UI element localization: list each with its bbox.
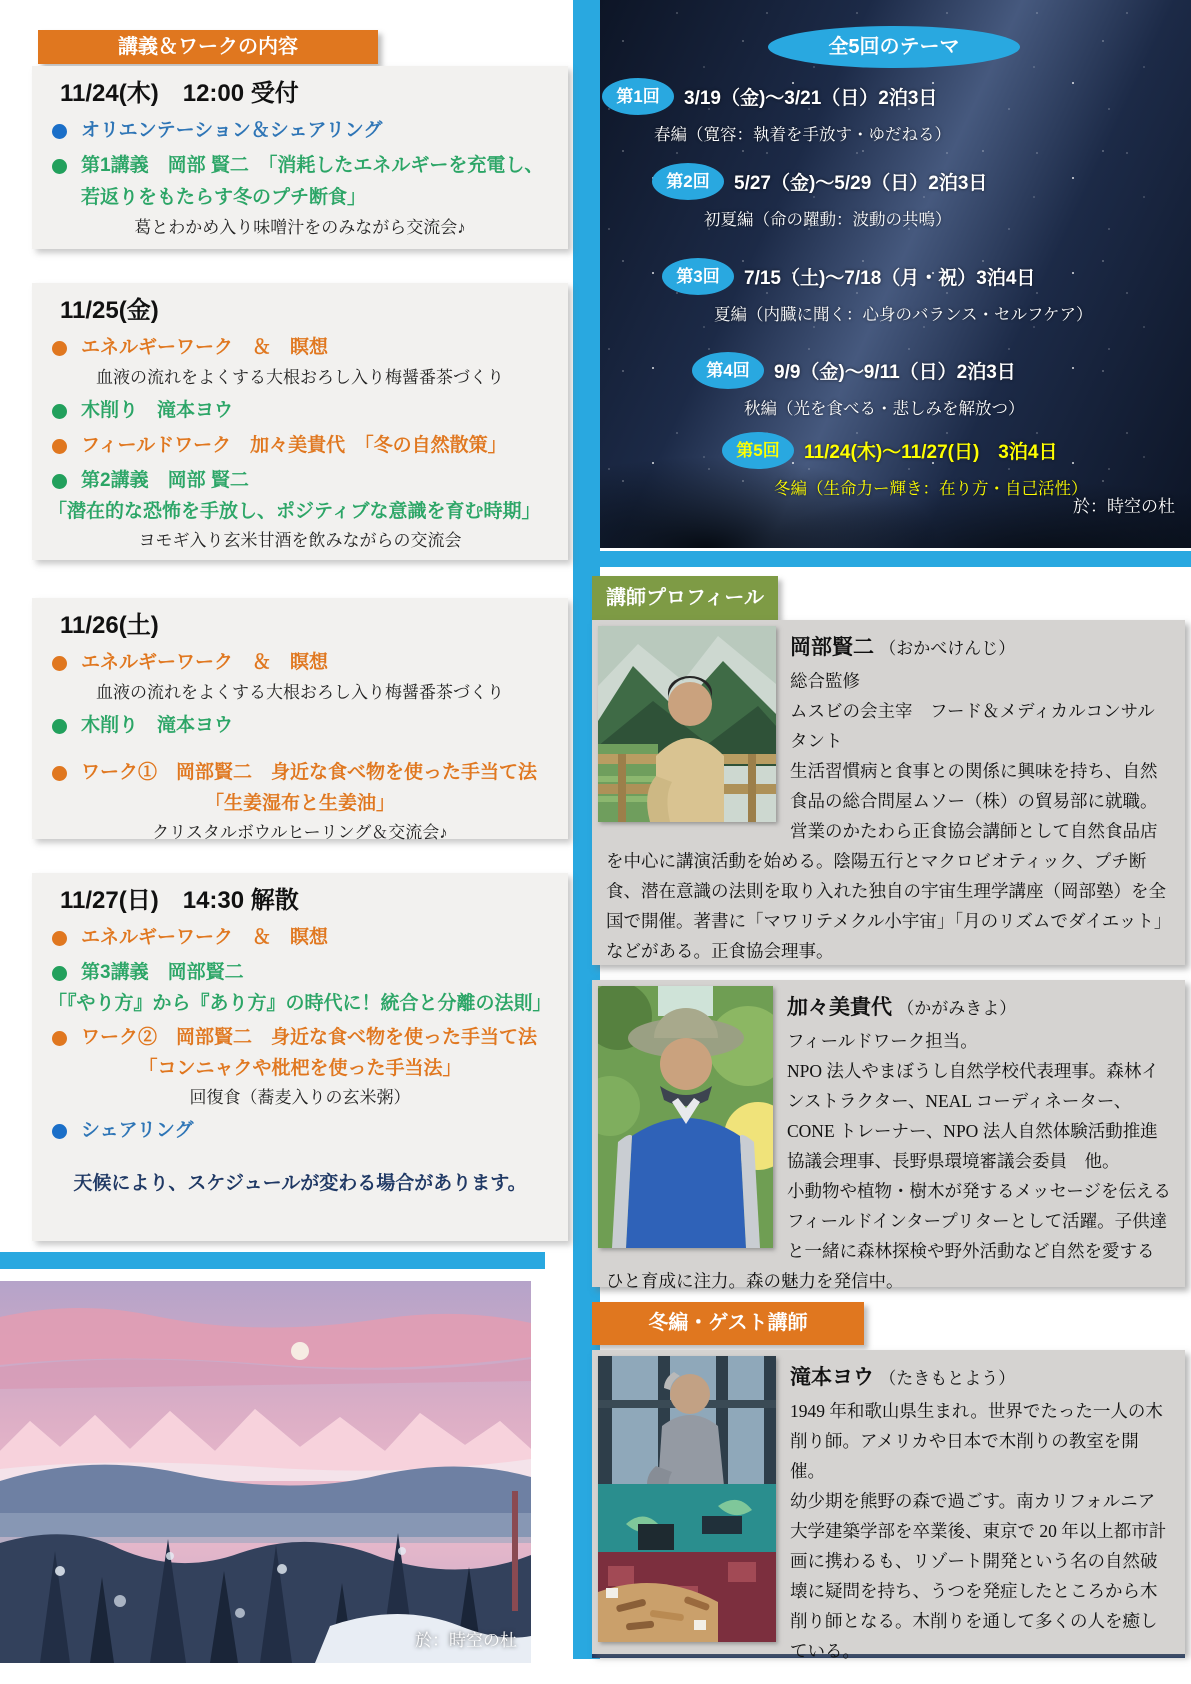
schedule-item [48, 922, 552, 954]
venue-label: 於：時空の杜 [415, 1631, 517, 1650]
session-date: 5/27（金)～5/29（日）2泊3日 [734, 173, 988, 194]
schedule-item [48, 1115, 552, 1147]
session-date: 3/19（金)～3/21（日）2泊3日 [684, 88, 938, 109]
session-date: 7/15（土)～7/18（月・祝）3泊4日 [744, 268, 1036, 289]
schedule-item [48, 332, 552, 364]
schedule-item [48, 757, 552, 789]
profile-bio-line: 1949 年和歌山県生まれ。世界でたった一人の木削り師。アメリカや日本で木削りの教室を開催。 [790, 1401, 1163, 1481]
profile-bio-line: ムスビの会主宰 フード＆メディカルコンサルタント [790, 701, 1155, 751]
profile-kagami [592, 980, 1185, 1291]
day-heading: 11/26(土) [60, 612, 159, 639]
schedule-item-label: ワーク② 岡部賢二 身近な食べ物を使った手当て法 [81, 1027, 538, 1048]
bullet-icon [52, 931, 67, 946]
schedule-item [48, 1022, 552, 1054]
session-badge: 第5回 [722, 432, 794, 469]
schedule-item [48, 115, 552, 147]
session-theme: 夏編（内臓に聞く：心身のバランス・セルフケア） [714, 306, 1093, 324]
bullet-icon [52, 439, 67, 454]
profile-bio-line: NPO 法人やまぼうし自然学校代表理事。森林インストラクター、NEAL コーディネーター、CONE トレーナー、NPO 法人自然体験活動推進協議会理事、長野県環境審議会委員 他。 [787, 1061, 1159, 1171]
schedule-item-label: 第1講義 岡部 賢二 「消耗したエネルギーを充電し、若返りをもたらす冬のプチ断食」 [81, 155, 544, 208]
day-section-1126 [32, 598, 568, 842]
schedule-item [48, 465, 552, 497]
bullet-icon [52, 719, 67, 734]
schedule-item [48, 647, 552, 679]
session-theme: 冬編（生命力ー輝き：在り方・自己活性） [774, 480, 1088, 498]
session-badge: 第4回 [692, 352, 764, 389]
schedule-item [48, 395, 552, 427]
profile-kana: （たきもとよう） [879, 1369, 1016, 1388]
day-note: 血液の流れをよくする大根おろし入り梅醤番茶づくり [96, 368, 504, 387]
bullet-icon [52, 341, 67, 356]
schedule-item-label: エネルギーワーク ＆ 瞑想 [81, 652, 329, 673]
session-row-5 [722, 432, 1088, 499]
schedule-item [48, 150, 552, 214]
profile-okabe [592, 620, 1185, 965]
bullet-icon [52, 159, 67, 174]
day-section-1124 [32, 66, 568, 249]
day-heading: 11/24(木) 12:00 受付 [60, 80, 299, 107]
guest-instructor-header: 冬編・ゲスト講師 [592, 1302, 864, 1345]
session-row-1 [602, 78, 951, 145]
session-theme: 秋編（光を食べる・悲しみを解放つ） [744, 400, 1025, 418]
cyan-strip-under-sky [600, 551, 1191, 567]
schedule-item [48, 957, 552, 989]
session-theme: 初夏編（命の躍動：波動の共鳴） [704, 211, 952, 229]
profile-bio-line: 幼少期を熊野の森で過ごす。南カリフォルニア大学建築学部を卒業後、東京で 20 年以上都市計画に携わるも、リゾート開発という名の自然破壊に疑問を持ち、うつを発症したところから木削り師となる。木削りを通して多くの人を癒している。 [790, 1491, 1167, 1661]
bullet-icon [52, 966, 67, 981]
schedule-item-label: オリエンテーション＆シェアリング [81, 120, 383, 141]
session-row-3 [662, 258, 1093, 325]
work-subtitle: 「コンニャクや枇杷を使った手当法」 [138, 1058, 462, 1079]
day-note: クリスタルボウルヒーリング＆交流会♪ [152, 823, 448, 842]
bullet-icon [52, 766, 67, 781]
profile-kana: （おかべけんじ） [879, 639, 1016, 658]
profile-name: 岡部賢二 [790, 635, 874, 659]
session-badge: 第2回 [652, 163, 724, 200]
winter-landscape-photo [0, 1281, 531, 1663]
takimoto-photo [598, 1356, 776, 1642]
venue-label: 於：時空の杜 [1073, 497, 1175, 516]
day-section-1127 [32, 873, 568, 1241]
session-date: 11/24(木)～11/27(日) 3泊4日 [804, 442, 1058, 463]
day-section-1125 [32, 283, 568, 560]
bullet-icon [52, 474, 67, 489]
profile-takimoto [592, 1350, 1185, 1661]
schedule-item-label: フィールドワーク 加々美貴代 「冬の自然散策」 [81, 435, 507, 456]
session-date: 9/9（金)～9/11（日）2泊3日 [774, 362, 1016, 383]
session-theme: 春編（寛容：執着を手放す・ゆだねる） [654, 126, 951, 144]
okabe-photo [598, 626, 776, 822]
lecture-header: 講義＆ワークの内容 [38, 30, 378, 64]
weather-note: 天候により、スケジュールが変わる場合があります。 [73, 1173, 527, 1194]
work-subtitle: 「生姜湿布と生姜油」 [204, 793, 395, 814]
profile-kana: （かがみきよ） [897, 999, 1017, 1018]
profiles-header: 講師プロフィール [592, 576, 778, 620]
day-note: ヨモギ入り玄米甘酒を飲みながらの交流会 [138, 531, 462, 550]
bullet-icon [52, 1124, 67, 1139]
day-note: 血液の流れをよくする大根おろし入り梅醤番茶づくり [96, 683, 504, 702]
lecture-subtitle: 「『やり方』から『あり方』の時代に！統合と分離の法則」 [48, 993, 552, 1014]
schedule-item-label: 第3講義 岡部賢二 [81, 962, 244, 983]
session-badge: 第1回 [602, 78, 674, 115]
spacer [48, 742, 552, 754]
profile-bio-line: 総合監修 [790, 671, 860, 691]
themes-panel [600, 0, 1191, 548]
day-note: 葛とわかめ入り味噌汁をのみながら交流会♪ [134, 218, 466, 237]
session-row-2 [652, 163, 987, 230]
winter-landscape-art [0, 1281, 531, 1663]
cyan-strip-left [0, 1252, 545, 1269]
lecture-subtitle: 「潜在的な恐怖を手放し、ポジティブな意識を育む時期」 [48, 501, 541, 522]
bullet-icon [52, 1031, 67, 1046]
profile-name: 滝本ヨウ [790, 1365, 874, 1389]
themes-title-badge: 全5回のテーマ [768, 26, 1020, 68]
schedule-item [48, 430, 552, 462]
schedule-item-label: エネルギーワーク ＆ 瞑想 [81, 927, 329, 948]
schedule-item-label: 木削り 滝本ヨウ [81, 715, 234, 736]
bullet-icon [52, 404, 67, 419]
schedule-item-label: 第2講義 岡部 賢二 [81, 470, 249, 491]
profile-bio-line: 生活習慣病と食事との関係に興味を持ち、自然食品の総合問屋ムソー（株）の貿易部に就職。営業のかたわら正食協会講師として自然食品店を中心に講演活動を始める。陰陽五行とマクロビオティック、プチ断食、潜在意識の法則を取り入れた独自の宇宙生理学講座（岡部塾）を全国で開催。著書に「マワリテメクル小宇宙」「月のリズムでダイエット」などがある。正食協会理事。 [606, 761, 1166, 961]
profile-bio-line: フィールドワーク担当。 [787, 1031, 978, 1051]
day-heading: 11/25(金) [60, 297, 159, 324]
bullet-icon [52, 124, 67, 139]
bullet-icon [52, 656, 67, 671]
schedule-item [48, 710, 552, 742]
schedule-item-label: 木削り 滝本ヨウ [81, 400, 234, 421]
kagami-photo [598, 986, 773, 1248]
session-badge: 第3回 [662, 258, 734, 295]
day-note: 回復食（蕎麦入りの玄米粥） [189, 1088, 411, 1107]
profile-name: 加々美貴代 [787, 995, 892, 1019]
session-row-4 [692, 352, 1025, 419]
schedule-item-label: ワーク① 岡部賢二 身近な食べ物を使った手当て法 [81, 762, 538, 783]
day-heading: 11/27(日) 14:30 解散 [60, 887, 299, 914]
profile-bio-line: 小動物や植物・樹木が発するメッセージを伝えるフィールドインタープリターとして活躍。子供達と一緒に森林探検や野外活動など自然を愛するひと育成に注力。森の魅力を発信中。 [606, 1181, 1171, 1291]
schedule-item-label: エネルギーワーク ＆ 瞑想 [81, 337, 329, 358]
schedule-item-label: シェアリング [81, 1120, 194, 1141]
